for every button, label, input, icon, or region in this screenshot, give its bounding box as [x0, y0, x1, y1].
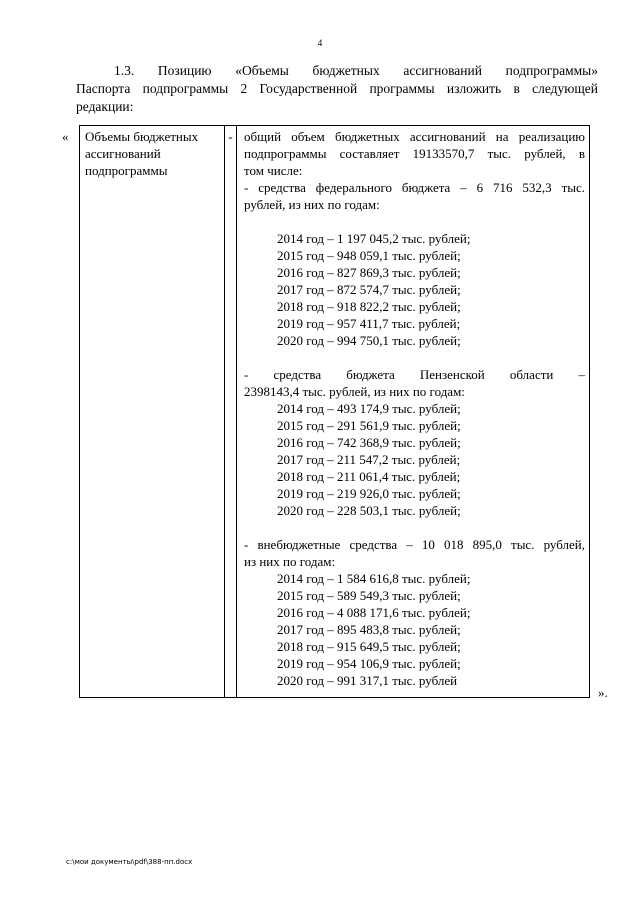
regional-year-item: 2014 год – 493 174,9 тыс. рублей;	[277, 401, 461, 416]
federal-year-item: 2015 год – 948 059,1 тыс. рублей;	[277, 248, 461, 263]
regional-years-list	[244, 400, 585, 519]
federal-year-item: 2016 год – 827 869,3 тыс. рублей;	[277, 265, 461, 280]
extrabudget-year-item: 2015 год – 589 549,3 тыс. рублей;	[277, 588, 461, 603]
federal-line: рублей, из них по годам:	[244, 197, 380, 212]
regional-year-item: 2015 год – 291 561,9 тыс. рублей;	[277, 418, 461, 433]
federal-year-item: 2020 год – 994 750,1 тыс. рублей;	[277, 333, 461, 348]
budget-table	[79, 125, 590, 698]
label-line: Объемы бюджетных	[85, 129, 199, 144]
extrabudget-year-item: 2017 год – 895 483,8 тыс. рублей;	[277, 622, 461, 637]
total-line: общий объем бюджетных ассигнований на реализацию	[244, 129, 585, 144]
regional-line: 2398143,4 тыс. рублей, из них по годам:	[244, 384, 465, 399]
budget-details-cell	[237, 126, 589, 697]
intro-line: 1.3. Позицию «Объемы бюджетных ассигнований подпрограммы»	[114, 63, 598, 78]
label-line: ассигнований	[85, 146, 161, 161]
federal-year-item: 2017 год – 872 574,7 тыс. рублей;	[277, 282, 461, 297]
federal-years-list	[244, 230, 585, 349]
extrabudget-years-list	[244, 570, 585, 689]
federal-year-item: 2014 год – 1 197 045,2 тыс. рублей;	[277, 231, 471, 246]
federal-line: - средства федерального бюджета – 6 716 532,3 тыс.	[244, 180, 585, 195]
opening-quote: «	[62, 129, 69, 144]
file-path-footer: c:\мои документы\pdf\388-пп.docx	[66, 858, 193, 866]
regional-year-item: 2019 год – 219 926,0 тыс. рублей;	[277, 486, 461, 501]
page-number: 4	[317, 38, 323, 48]
extrabudget-year-item: 2016 год – 4 088 171,6 тыс. рублей;	[277, 605, 471, 620]
extrabudget-year-item: 2020 год – 991 317,1 тыс. рублей	[277, 673, 458, 688]
extrabudget-year-item: 2018 год – 915 649,5 тыс. рублей;	[277, 639, 461, 654]
total-line: том числе:	[244, 163, 303, 178]
intro-line: Паспорта подпрограммы 2 Государственной программы изложить в следующей	[76, 81, 598, 96]
intro-line: редакции:	[76, 99, 134, 114]
position-label-cell	[80, 126, 225, 697]
extrabudget-year-item: 2019 год – 954 106,9 тыс. рублей;	[277, 656, 461, 671]
extrabudget-line: из них по годам:	[244, 554, 336, 569]
dash-cell: -	[225, 126, 237, 697]
regional-year-item: 2020 год – 228 503,1 тыс. рублей;	[277, 503, 461, 518]
extrabudget-line: - внебюджетные средства – 10 018 895,0 тыс. рублей,	[244, 537, 585, 552]
label-line: подпрограммы	[85, 163, 168, 178]
regional-year-item: 2018 год – 211 061,4 тыс. рублей;	[277, 469, 461, 484]
regional-year-item: 2017 год – 211 547,2 тыс. рублей;	[277, 452, 461, 467]
federal-year-item: 2019 год – 957 411,7 тыс. рублей;	[277, 316, 461, 331]
federal-year-item: 2018 год – 918 822,2 тыс. рублей;	[277, 299, 461, 314]
intro-paragraph	[76, 62, 598, 116]
regional-year-item: 2016 год – 742 368,9 тыс. рублей;	[277, 435, 461, 450]
regional-line: - средства бюджета Пензенской области –	[244, 367, 585, 382]
extrabudget-year-item: 2014 год – 1 584 616,8 тыс. рублей;	[277, 571, 471, 586]
total-line: подпрограммы составляет 19133570,7 тыс. рублей, в	[244, 146, 585, 161]
closing-quote: ».	[598, 685, 608, 700]
